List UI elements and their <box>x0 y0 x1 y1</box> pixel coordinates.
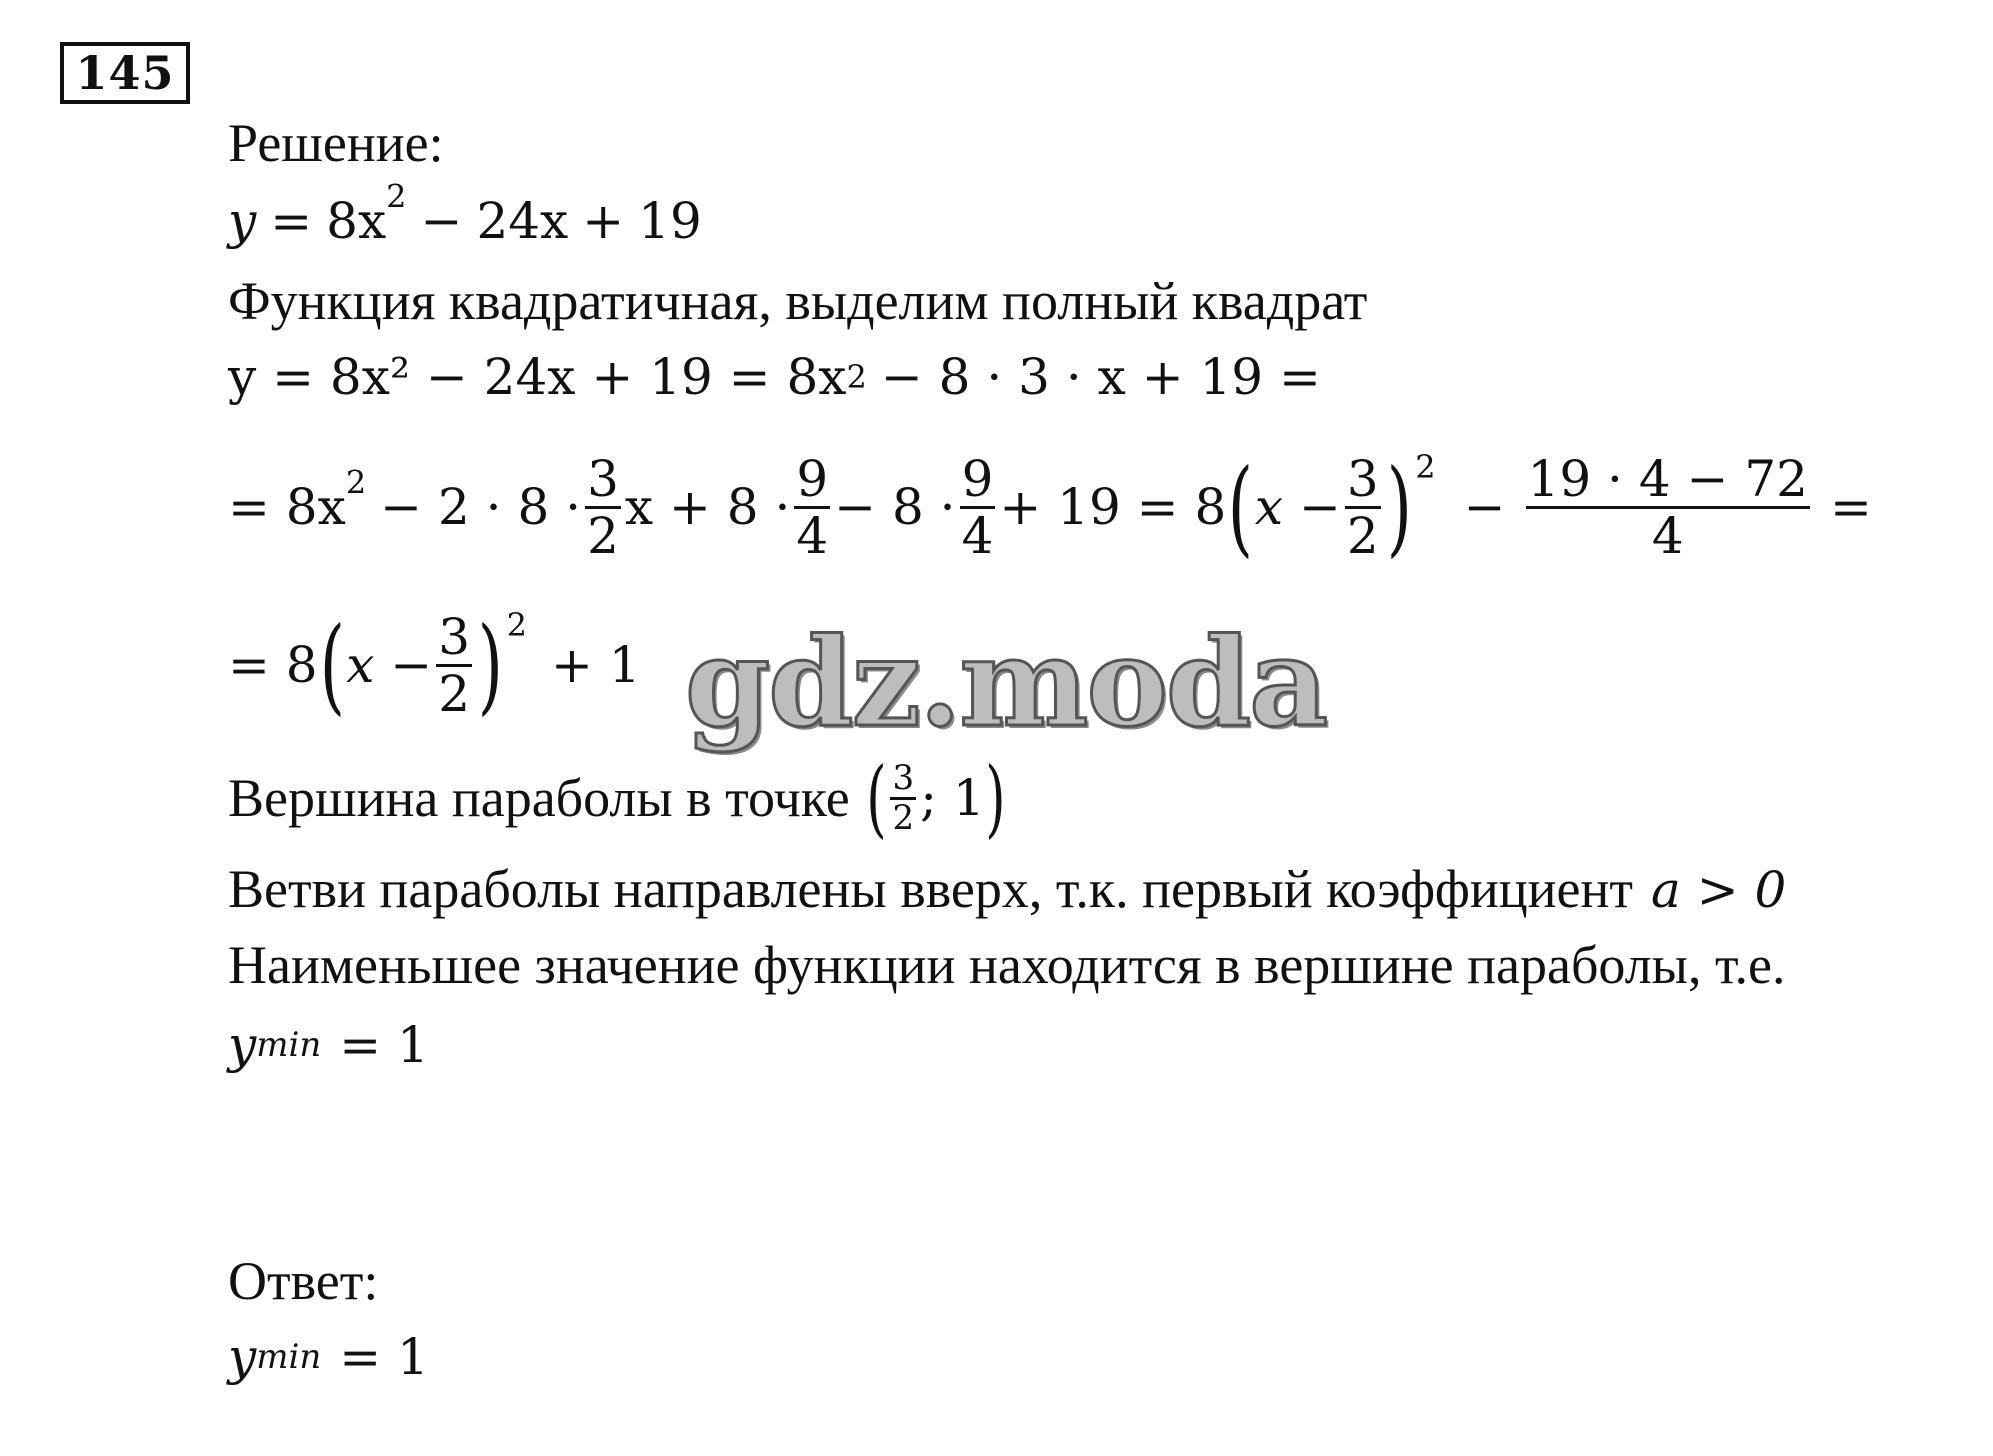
fraction-big: $\frac{19 \cdot 4 - 72}{4}$ <box>1527 449 1808 565</box>
eq4-b: + 1 <box>550 636 641 694</box>
eq1-term2: 24x <box>476 192 569 250</box>
eq3-e: + 19 = 8 <box>999 478 1227 536</box>
eq1-minus: − <box>420 192 463 250</box>
fraction-vertex: $\frac{3}{2}$ <box>892 757 915 838</box>
equation-2: y = 8x² − 24x + 19 = 8x 2 − 8 · 3 · x + 19 = <box>228 348 1321 406</box>
equation-3 <box>228 432 1872 582</box>
vertex-line <box>228 748 1005 848</box>
vertex-text: Вершина параболы в точке <box>228 768 850 828</box>
fraction-3-2-c: $\frac{3}{2}$ <box>438 607 470 723</box>
eq3-d: − 8 · <box>834 478 956 536</box>
right-paren: ) <box>477 604 503 726</box>
equation-1 <box>228 177 702 250</box>
eq3-f: − <box>1463 478 1506 536</box>
left-paren: ( <box>319 604 345 726</box>
fraction-3-2-b: $\frac{3}{2}$ <box>1346 449 1379 565</box>
eq1-plus: + <box>582 192 625 250</box>
eq1-term1: $8x^2$ <box>326 177 407 250</box>
eq4-a: = 8 <box>228 636 318 694</box>
eq1-term3: 19 <box>638 192 702 250</box>
eq1-y: y <box>228 192 257 250</box>
eq3-inner: x − <box>1254 478 1341 536</box>
eq3-a: = $8x^2$ <box>228 463 367 536</box>
eq3-g: = <box>1829 478 1872 536</box>
quadratic-text: Функция квадратичная, выделим полный квадрат <box>228 271 1368 331</box>
watermark: gdz.moda <box>685 610 1327 754</box>
eq4-inner: x − <box>346 636 433 694</box>
eq3-square: 2 <box>1415 448 1436 486</box>
fraction-9-4: $\frac{9}{4}$ <box>796 449 829 565</box>
ymin-line: y min = 1 <box>228 1016 429 1074</box>
min-text: Наименьшее значение функции находится в вершине параболы, т.е. <box>228 935 1786 995</box>
left-paren: ( <box>1227 446 1254 568</box>
eq3-b: − 2 · 8 · <box>380 478 582 536</box>
solution-heading: Решение: <box>228 113 444 173</box>
branches-line <box>228 858 1786 920</box>
answer-label: Ответ: <box>228 1251 379 1311</box>
branches-condition: a > 0 <box>1651 861 1787 919</box>
eq2-lhs: y = 8x² − 24x + 19 = 8x <box>228 348 847 406</box>
fraction-3-2: $\frac{3}{2}$ <box>587 449 619 565</box>
vertex-point: ( $\frac{3}{2}$ ; 1 ) <box>865 749 1006 847</box>
eq1-equals: = <box>270 192 313 250</box>
right-paren: ) <box>1386 446 1412 568</box>
problem-number: 145 <box>60 42 190 104</box>
fraction-9-4-b: $\frac{9}{4}$ <box>961 449 994 565</box>
eq3-c: x + 8 · <box>624 478 791 536</box>
equation-4 <box>228 590 641 740</box>
eq2-rhs: − 8 · 3 · x + 19 = <box>880 348 1321 406</box>
answer-value: y min = 1 <box>228 1328 429 1386</box>
branches-text: Ветви параболы направлены вверх, т.к. первый коэффициент <box>228 859 1634 919</box>
eq4-square: 2 <box>506 606 527 644</box>
